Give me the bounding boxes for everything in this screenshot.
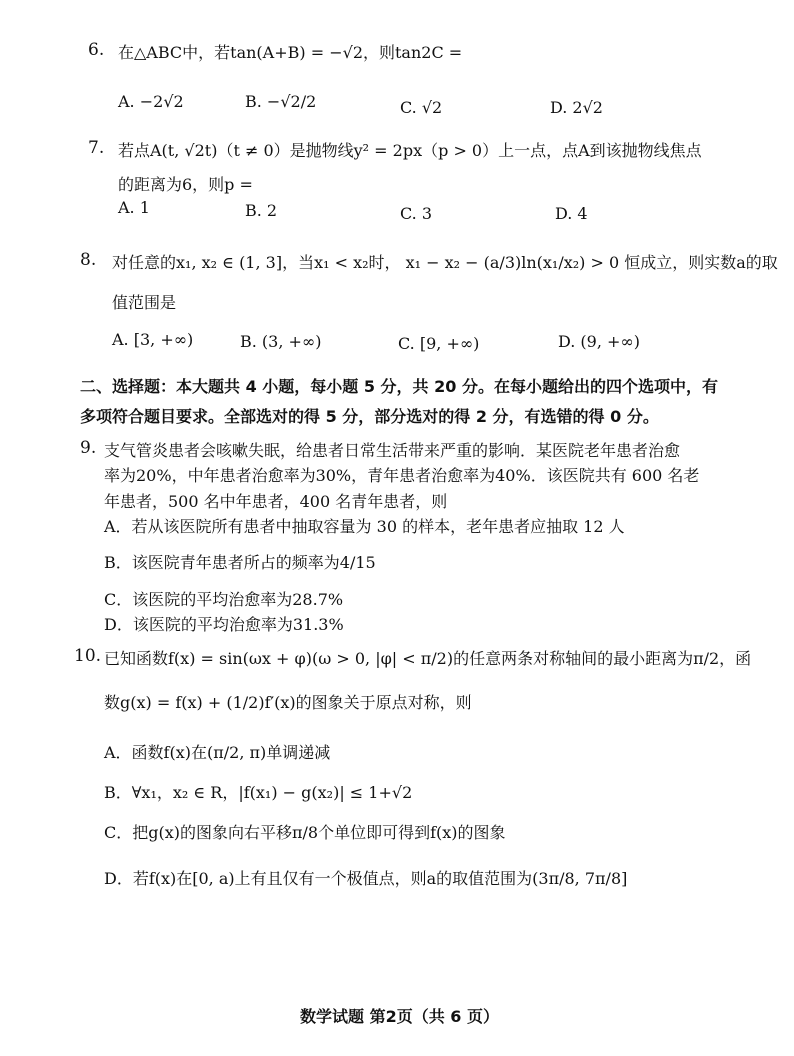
q9-stem-line3: 年患者，500 名中年患者，400 名青年患者，则 bbox=[104, 492, 448, 511]
q6-number: 6. bbox=[88, 40, 105, 60]
q6-option-c: C. √2 bbox=[400, 98, 443, 117]
q7-option-b: B. 2 bbox=[245, 201, 278, 220]
q9-stem-line1: 支气管炎患者会咳嗽失眠，给患者日常生活带来严重的影响．某医院老年患者治愈 bbox=[104, 441, 681, 460]
q9-option-c: C．该医院的平均治愈率为28.7% bbox=[104, 590, 344, 609]
q6-option-b: B. −√2/2 bbox=[245, 92, 317, 111]
q10-stem-line2: 数g(x) = f(x) + (1/2)f′(x)的图象关于原点对称，则 bbox=[104, 693, 472, 712]
q8-stem-line1: 对任意的x₁, x₂ ∈ (1, 3]，当x₁ < x₂时， x₁ − x₂ − (a/3)ln(x₁/x₂) > 0 恒成立，则实数a的取 bbox=[112, 253, 778, 272]
q10-number: 10. bbox=[74, 646, 102, 666]
q6-option-d: D. 2√2 bbox=[550, 98, 603, 117]
q8-option-c: C. [9, +∞) bbox=[398, 334, 480, 353]
q7-stem-line1: 若点A(t, √2t)（t ≠ 0）是抛物线y² = 2px（p > 0）上一点，点A到该抛物线焦点 bbox=[118, 141, 702, 160]
q8-number: 8. bbox=[80, 250, 97, 270]
q6-option-a: A. −2√2 bbox=[118, 92, 184, 111]
q9-option-d: D．该医院的平均治愈率为31.3% bbox=[104, 615, 344, 634]
q7-option-d: D. 4 bbox=[555, 204, 588, 223]
q8-stem-line2: 值范围是 bbox=[112, 293, 177, 312]
q7-option-a: A. 1 bbox=[118, 198, 150, 217]
page-footer: 数学试题 第2页（共 6 页） bbox=[300, 1007, 499, 1026]
q7-number: 7. bbox=[88, 138, 105, 158]
q7-option-c: C. 3 bbox=[400, 204, 433, 223]
q9-stem-line2: 率为20%，中年患者治愈率为30%，青年患者治愈率为40%．该医院共有 600 名老 bbox=[104, 466, 700, 485]
section2-heading-line1: 二、选择题：本大题共 4 小题，每小题 5 分，共 20 分。在每小题给出的四个选项中，有 bbox=[80, 377, 718, 396]
section2-heading-line2: 多项符合题目要求。全部选对的得 5 分，部分选对的得 2 分，有选错的得 0 分。 bbox=[80, 407, 659, 426]
q10-option-a: A．函数f(x)在(π/2, π)单调递减 bbox=[104, 743, 331, 762]
q9-option-b: B．该医院青年患者所占的频率为4/15 bbox=[104, 553, 376, 572]
q8-option-d: D. (9, +∞) bbox=[558, 332, 640, 351]
q9-number: 9. bbox=[80, 438, 97, 458]
q8-option-a: A. [3, +∞) bbox=[112, 330, 194, 349]
q10-option-b: B．∀x₁，x₂ ∈ R，|f(x₁) − g(x₂)| ≤ 1+√2 bbox=[104, 783, 413, 802]
q6-stem: 在△ABC中，若tan(A+B) = −√2，则tan2C = bbox=[118, 43, 463, 62]
q8-option-b: B. (3, +∞) bbox=[240, 332, 322, 351]
q9-option-a: A．若从该医院所有患者中抽取容量为 30 的样本，老年患者应抽取 12 人 bbox=[104, 517, 625, 536]
q7-stem-line2: 的距离为6，则p = bbox=[118, 175, 253, 194]
q10-stem-line1: 已知函数f(x) = sin(ωx + φ)(ω > 0, |φ| < π/2)的任意两条对称轴间的最小距离为π/2，函 bbox=[104, 649, 752, 668]
q10-option-c: C．把g(x)的图象向右平移π/8个单位即可得到f(x)的图象 bbox=[104, 823, 506, 842]
q10-option-d: D．若f(x)在[0, a)上有且仅有一个极值点，则a的取值范围为(3π/8, 7π/8] bbox=[104, 869, 628, 888]
